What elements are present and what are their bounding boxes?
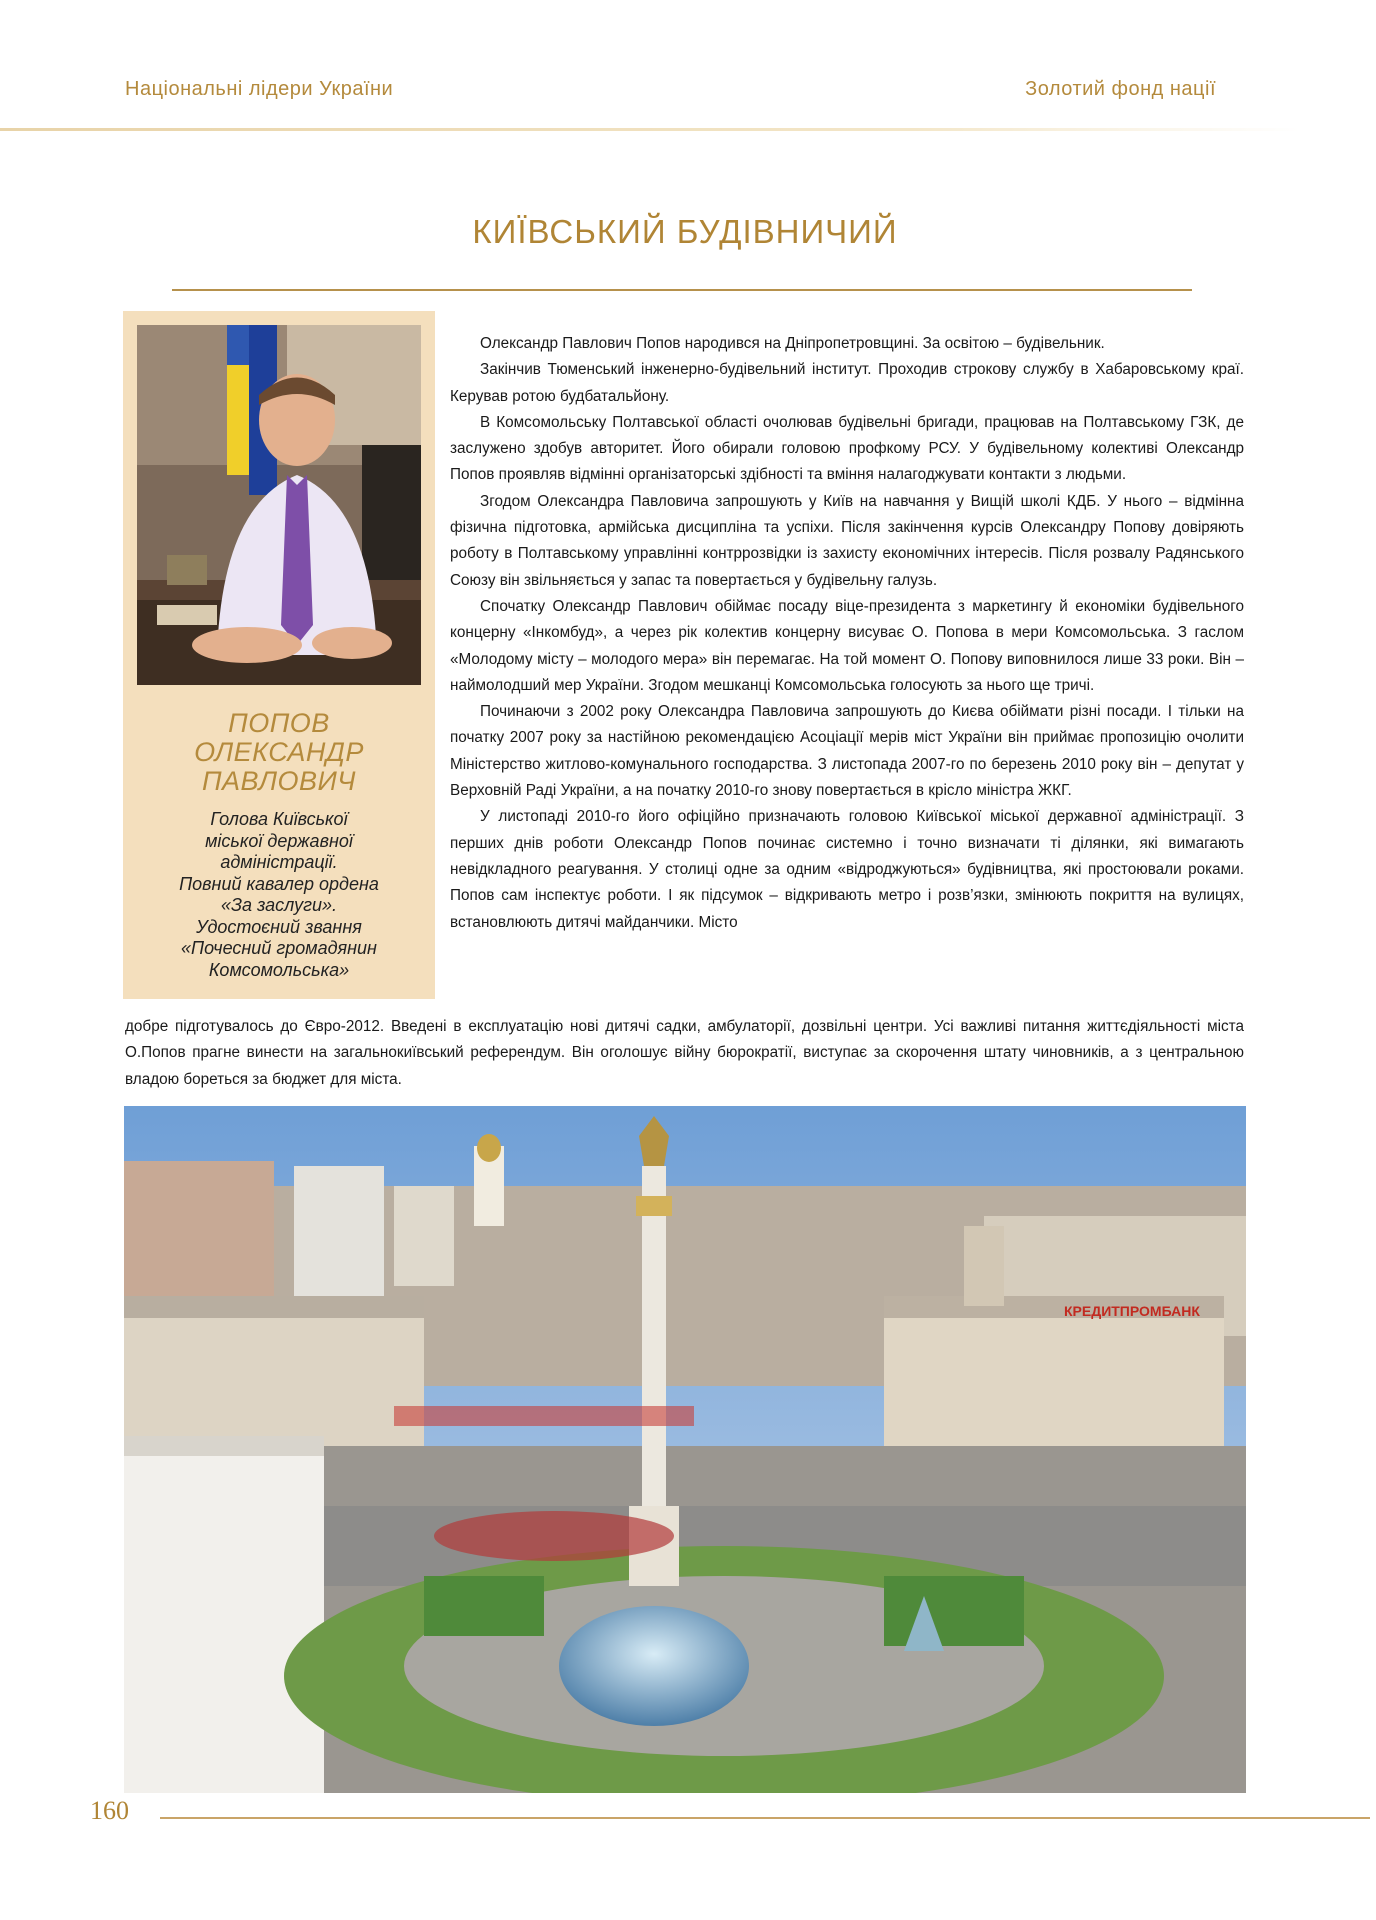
article-body	[450, 331, 1244, 936]
title-line: «Почесний громадянин	[181, 938, 377, 958]
header-divider	[0, 128, 1300, 131]
paragraph: Згодом Олександра Павловича запрошують у Київ на навчання у Вищій школі КДБ. У нього – відмінна фізична підготовка, армійська дисципліна та успіхи. Після закінчення курсів Олександру Попову довіряють роботу в Полтавському управлінні контррозвідки із захисту економічних інтересів. Після розвалу Радянського Союзу він звільняється у запас та повертається у будівельну галузь.	[450, 492, 1244, 589]
person-first-name: ОЛЕКСАНДР	[194, 737, 364, 767]
title-line: Голова Київської	[210, 809, 348, 829]
portrait-photo	[137, 325, 421, 685]
bank-sign: КРЕДИТПРОМБАНК	[1064, 1303, 1200, 1319]
paragraph: Починаючи з 2002 року Олександра Павловича запрошують до Києва обіймати різні посади. І тільки на початку 2007 року за настійною рекомендацією Асоціації мерів міст України він приймає пропозицію очолити Міністерство житлово-комунального господарства. З листопада 2007-го по березень 2010 року він – депутат у Верховній Раді України, а на початку 2010-го знову повертається в крісло міністра ЖКГ.	[450, 703, 1244, 800]
person-name	[123, 709, 435, 796]
article-body-continuation	[125, 1014, 1244, 1093]
running-header-right: Золотий фонд нації	[1025, 78, 1216, 100]
independence-square-photo	[124, 1106, 1246, 1793]
title-line: «За заслуги».	[220, 895, 338, 915]
paragraph-continuation: добре підготувалось до Євро-2012. Введені в експлуатацію нові дитячі садки, амбулаторії, дозвільні центри. Усі важливі питання життєдіяльності міста О.Попов прагне винести на загальнокиївський референдум. Він оголошує війну бюрократії, виступає за скорочення штату чиновників, а з центральною владою бореться за бюджет для міста.	[125, 1018, 1244, 1088]
paragraph: Закінчив Тюменський інженерно-будівельний інститут. Проходив строкову службу в Хабаровському краї. Керував ротою будбатальйону.	[450, 361, 1244, 405]
page-number: 160	[90, 1796, 129, 1825]
person-titles	[133, 809, 425, 981]
paragraph: В Комсомольську Полтавської області очолював будівельні бригади, працював на Полтавському ГЗК, де заслужено здобув авторитет. Його обирали головою профкому РСУ. У будівельному колективі Олександр Попов проявляв відмінні організаторські здібності та вміння налагоджувати контакти з людьми.	[450, 413, 1244, 484]
profile-sidebar	[123, 311, 435, 999]
person-surname: ПОПОВ	[228, 708, 330, 738]
title-line: адміністрації.	[220, 852, 338, 872]
footer-divider	[160, 1817, 1370, 1819]
paragraph: У листопаді 2010-го його офіційно призначають головою Київської міської державної адміністрації. З перших днів роботи Олександр Попов починає системно і точно визначати ті ділянки, які вимагають невідкладного реагування. У столиці одне за одним «відроджуються» будівництва, які простоювали роками. Попов сам інспектує роботи. І як підсумок – відкривають метро і розв’язки, змінюють покриття на вулицях, встановлюють дитячі майданчики. Місто	[450, 808, 1244, 931]
paragraph: Олександр Павлович Попов народився на Дніпропетровщині. За освітою – будівельник.	[480, 335, 1105, 352]
title-line: Удостоєний звання	[196, 916, 362, 937]
title-line: Повний кавалер ордена	[179, 873, 379, 894]
title-line: міської державної	[205, 830, 353, 851]
person-patronymic: ПАВЛОВИЧ	[201, 766, 356, 796]
title-line: Комсомольська»	[208, 959, 350, 980]
running-header-left: Національні лідери України	[125, 78, 394, 100]
title-divider	[172, 289, 1192, 291]
article-title: КИЇВСЬКИЙ БУДІВНИЧИЙ	[472, 213, 898, 250]
paragraph: Спочатку Олександр Павлович обіймає посаду віце-президента з маркетингу й економіки будівельного концерну «Інкомбуд», а через рік колектив концерну висуває О. Попова в мери Комсомольська. З гаслом «Молодому місту – молодого мера» він перемагає. На той момент О. Попову виповнилося лише 33 роки. Він – наймолодший мер України. Згодом мешканці Комсомольська голосують за нього ще тричі.	[450, 597, 1244, 694]
